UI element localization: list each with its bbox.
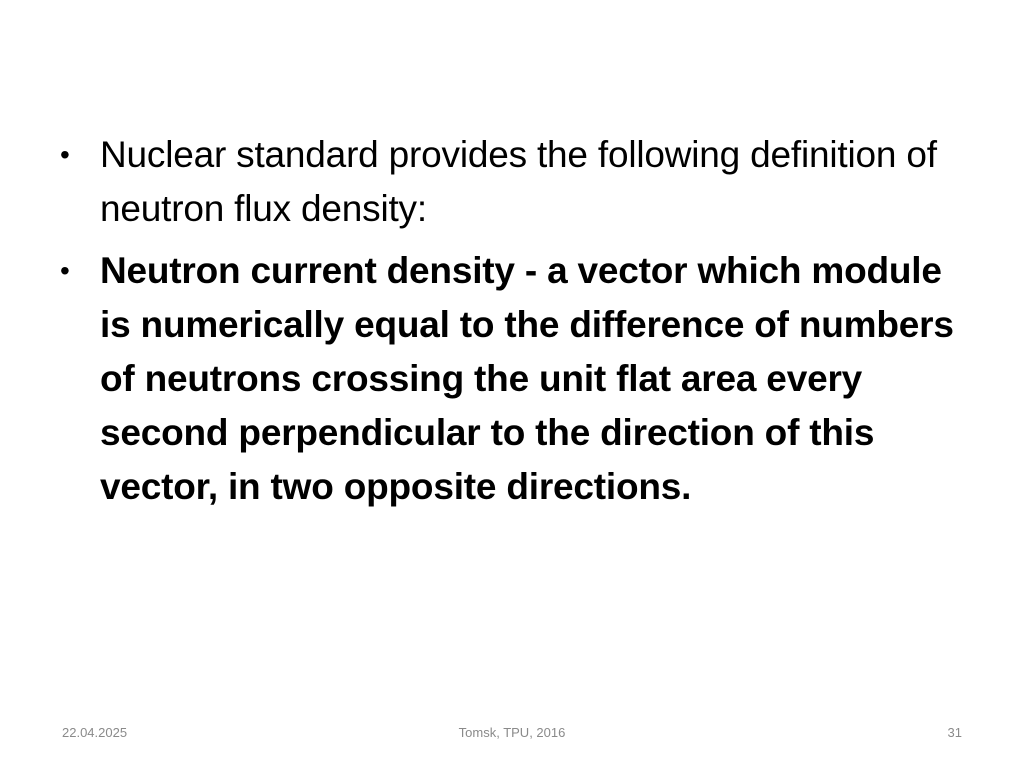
- bullet-item-definition-intro: [56, 128, 976, 236]
- bullet-dot-icon: •: [60, 139, 70, 170]
- footer-center-text: Tomsk, TPU, 2016: [458, 725, 566, 740]
- bullet-text-bold: Neutron current density - a vector which module is numerically equal to the difference of numbers of neutrons crossing the unit flat area every second perpendicular to the direction of this vector, in two opposite directions.: [100, 250, 954, 507]
- bullet-dot-icon: •: [60, 255, 70, 286]
- footer-date: 22.04.2025: [62, 725, 128, 740]
- slide-page-number: 31: [947, 725, 962, 740]
- slide-body: [56, 128, 976, 522]
- bullet-text: Nuclear standard provides the following definition of neutron flux density:: [100, 134, 937, 229]
- bullet-item-current-density: [56, 244, 976, 514]
